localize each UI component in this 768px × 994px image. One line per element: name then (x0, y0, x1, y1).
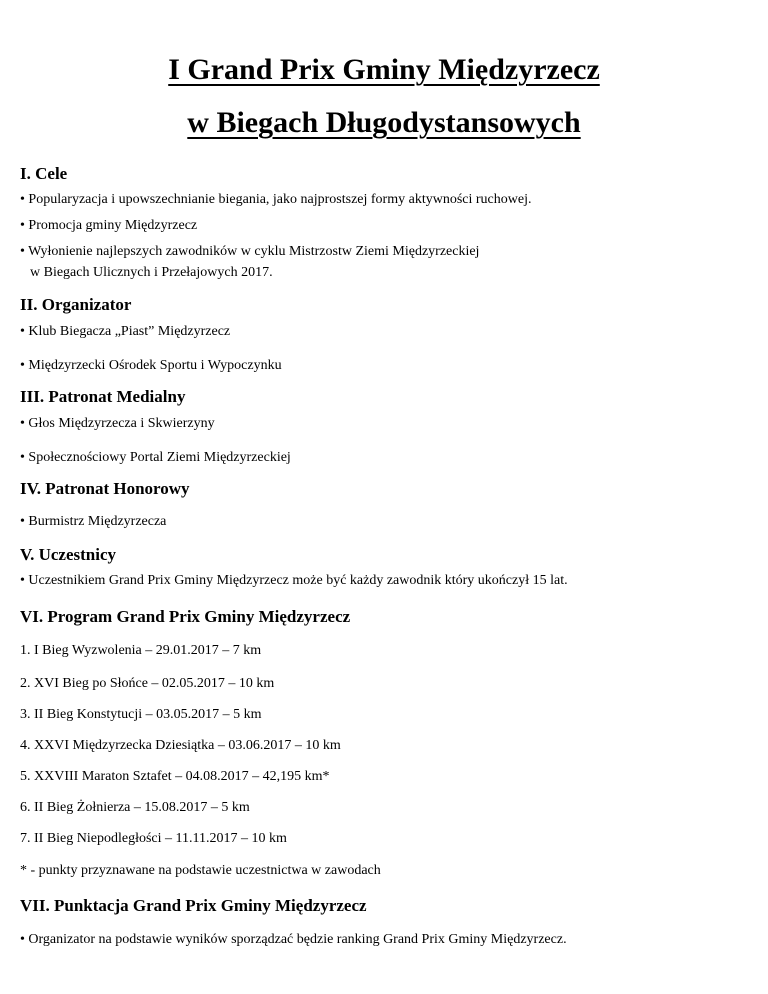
cele-item-2: • Promocja gminy Międzyrzecz (20, 218, 198, 233)
program-item-4: 4. XXVI Międzyrzecka Dziesiątka – 03.06.2017 – 10 km (20, 738, 341, 753)
patronat-medialny-item-1: • Głos Międzyrzecza i Skwierzyny (20, 416, 215, 431)
organizator-item-1: • Klub Biegacza „Piast” Międzyrzecz (20, 324, 231, 339)
section-heading-patronat-medialny: III. Patronat Medialny (20, 387, 186, 406)
program-item-6: 6. II Bieg Żołnierza – 15.08.2017 – 5 km (20, 800, 250, 815)
program-item-5: 5. XXVIII Maraton Sztafet – 04.08.2017 – 42,195 km* (20, 769, 330, 784)
uczestnicy-item-1: • Uczestnikiem Grand Prix Gminy Międzyrzecz może być każdy zawodnik który ukończył 15 lat. (20, 573, 568, 588)
section-heading-patronat-honorowy: IV. Patronat Honorowy (20, 479, 190, 498)
program-item-3: 3. II Bieg Konstytucji – 03.05.2017 – 5 km (20, 707, 262, 722)
section-heading-punktacja: VII. Punktacja Grand Prix Gminy Międzyrzecz (20, 896, 367, 915)
patronat-medialny-item-2: • Społecznościowy Portal Ziemi Międzyrzeckiej (20, 450, 291, 465)
document-title-line-2: w Biegach Długodystansowych (187, 106, 581, 139)
program-item-7: 7. II Bieg Niepodległości – 11.11.2017 – 10 km (20, 831, 287, 846)
document-title-line-1: I Grand Prix Gminy Międzyrzecz (168, 53, 600, 86)
cele-item-1: • Popularyzacja i upowszechnianie biegania, jako najprostszej formy aktywności ruchowej. (20, 192, 532, 207)
cele-item-3-continued: w Biegach Ulicznych i Przełajowych 2017. (30, 265, 273, 280)
section-heading-program: VI. Program Grand Prix Gminy Międzyrzecz (20, 607, 351, 626)
program-item-2: 2. XVI Bieg po Słońce – 02.05.2017 – 10 km (20, 676, 275, 691)
cele-item-3: • Wyłonienie najlepszych zawodników w cyklu Mistrzostw Ziemi Międzyrzeckiej (20, 244, 480, 259)
program-item-1: 1. I Bieg Wyzwolenia – 29.01.2017 – 7 km (20, 643, 262, 658)
punktacja-item-1: • Organizator na podstawie wyników sporządzać będzie ranking Grand Prix Gminy Międzyrzecz. (20, 932, 567, 947)
section-heading-organizator: II. Organizator (20, 295, 132, 314)
section-heading-uczestnicy: V. Uczestnicy (20, 545, 116, 564)
patronat-honorowy-item-1: • Burmistrz Międzyrzecza (20, 514, 167, 529)
section-heading-cele: I. Cele (20, 164, 68, 183)
program-note: * - punkty przyznawane na podstawie uczestnictwa w zawodach (20, 863, 381, 878)
organizator-item-2: • Międzyrzecki Ośrodek Sportu i Wypoczynku (20, 358, 282, 373)
